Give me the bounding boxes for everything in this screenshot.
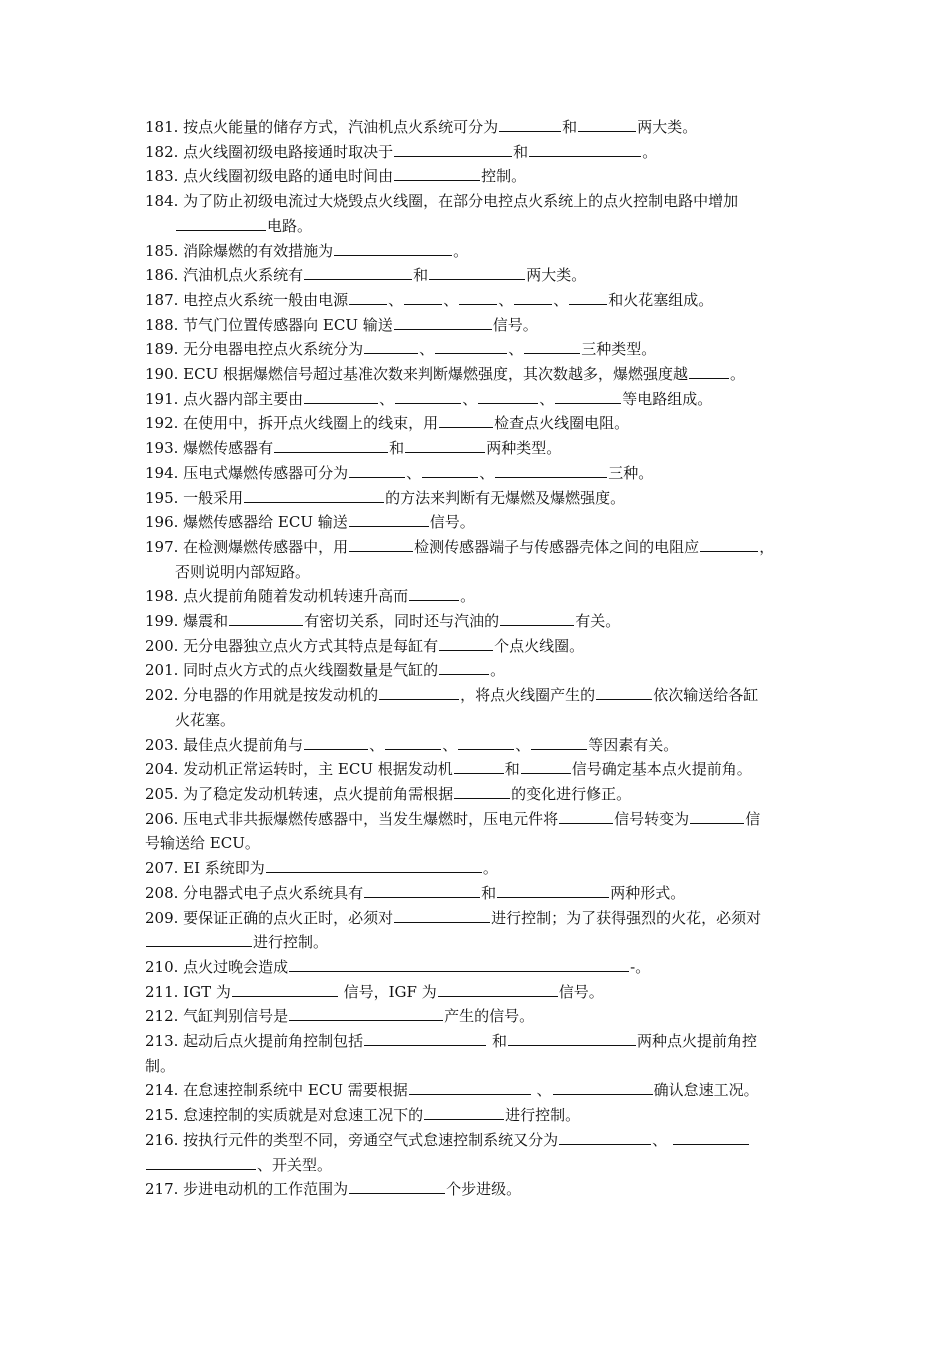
question-text: 个步进级。 xyxy=(446,1180,522,1199)
question-text: 、 xyxy=(379,389,395,408)
question-text: 两种点火提前角控 xyxy=(636,1032,757,1051)
answer-blank[interactable] xyxy=(559,1129,651,1145)
question-q191 xyxy=(145,387,810,412)
answer-blank[interactable] xyxy=(499,116,561,132)
question-text: 201. 同时点火方式的点火线圈数量是气缸的 xyxy=(145,661,439,680)
answer-blank[interactable] xyxy=(478,388,538,404)
question-text: 和 xyxy=(481,883,497,902)
question-line xyxy=(145,316,538,334)
answer-blank[interactable] xyxy=(394,907,490,923)
question-text: 204. 发动机正常运转时，主 ECU 根据发动机 xyxy=(145,760,453,779)
question-line xyxy=(145,1081,759,1099)
question-text: 182. 点火线圈初级电路接通时取决于 xyxy=(145,142,394,161)
question-text: 209. 要保证正确的点火正时，必须对 xyxy=(145,908,394,927)
question-q209 xyxy=(145,906,810,955)
answer-blank[interactable] xyxy=(349,511,429,527)
answer-blank[interactable] xyxy=(569,289,607,305)
question-text: 200. 无分电器独立点火方式其特点是每缸有 xyxy=(145,636,439,655)
answer-blank[interactable] xyxy=(232,981,338,997)
answer-blank[interactable] xyxy=(439,412,493,428)
question-line xyxy=(145,1131,750,1149)
answer-blank[interactable] xyxy=(459,289,497,305)
question-q182 xyxy=(145,140,810,165)
question-text: 信号转变为 xyxy=(614,809,690,828)
question-line xyxy=(145,167,526,185)
answer-blank[interactable] xyxy=(559,808,613,824)
answer-blank[interactable] xyxy=(439,659,489,675)
question-text: 193. 爆燃传感器有 xyxy=(145,439,274,458)
question-line xyxy=(145,143,657,161)
answer-blank[interactable] xyxy=(364,882,480,898)
question-q197 xyxy=(145,535,810,584)
question-q204 xyxy=(145,757,810,782)
question-text: 号输送给 ECU。 xyxy=(145,834,260,853)
question-text: 信号。 xyxy=(558,982,604,1001)
question-q189 xyxy=(145,337,810,362)
answer-blank[interactable] xyxy=(404,289,442,305)
question-text: 、 xyxy=(442,735,458,754)
question-q199 xyxy=(145,609,810,634)
question-q206 xyxy=(145,807,810,856)
question-text: 。 xyxy=(460,587,476,606)
question-line xyxy=(145,365,745,383)
question-line xyxy=(145,884,685,902)
answer-blank[interactable] xyxy=(700,536,758,552)
answer-blank[interactable] xyxy=(531,734,587,750)
question-text: 和 xyxy=(513,142,529,161)
answer-blank[interactable] xyxy=(405,437,485,453)
question-continuation xyxy=(145,214,810,239)
answer-blank[interactable] xyxy=(521,758,571,774)
question-q193 xyxy=(145,436,810,461)
question-q201 xyxy=(145,658,810,683)
question-text: 、 xyxy=(406,463,422,482)
question-text: 203. 最佳点火提前角与 xyxy=(145,735,304,754)
question-line xyxy=(145,291,713,309)
answer-blank[interactable] xyxy=(334,240,452,256)
question-line xyxy=(145,1180,521,1198)
question-q184 xyxy=(145,189,810,238)
question-line xyxy=(145,637,584,655)
question-text: 和 xyxy=(413,266,429,285)
question-text: 208. 分电器式电子点火系统具有 xyxy=(145,883,364,902)
question-line xyxy=(145,242,468,260)
question-line xyxy=(145,736,678,754)
question-text: 依次输送给各缸 xyxy=(653,686,759,705)
answer-blank[interactable] xyxy=(176,215,266,231)
answer-blank[interactable] xyxy=(529,141,641,157)
question-text: 进行控制；为了获得强烈的火花，必须对 xyxy=(491,908,762,927)
question-text: 和 xyxy=(562,118,578,136)
answer-blank[interactable] xyxy=(553,1079,653,1095)
question-q207 xyxy=(145,856,810,881)
answer-blank[interactable] xyxy=(424,1104,504,1120)
answer-blank[interactable] xyxy=(409,1079,531,1095)
question-text: 188. 节气门位置传感器向 ECU 输送 xyxy=(145,315,393,334)
question-q183 xyxy=(145,164,810,189)
answer-blank[interactable] xyxy=(596,684,652,700)
question-q185 xyxy=(145,239,810,264)
answer-blank[interactable] xyxy=(289,1005,443,1021)
question-text: 制。 xyxy=(145,1056,176,1075)
question-text: 的变化进行修正。 xyxy=(511,784,632,803)
question-q200 xyxy=(145,634,810,659)
question-line xyxy=(145,686,758,704)
answer-blank[interactable] xyxy=(394,141,512,157)
answer-blank[interactable] xyxy=(508,1030,636,1046)
question-list xyxy=(145,115,810,1202)
question-text: -。 xyxy=(630,957,651,976)
question-text: 和火花塞组成。 xyxy=(608,290,714,309)
question-text: 、 xyxy=(462,389,478,408)
question-q215 xyxy=(145,1103,810,1128)
question-q195 xyxy=(145,486,810,511)
question-line xyxy=(145,785,631,803)
question-text: 。 xyxy=(453,241,469,260)
question-text: 有密切关系，同时还与汽油的 xyxy=(304,612,500,631)
question-text: 211. IGT 为 xyxy=(145,982,231,1001)
question-text: 181. 按点火能量的储存方式，汽油机点火系统可分为 xyxy=(145,118,499,136)
question-q202 xyxy=(145,683,810,732)
answer-blank[interactable] xyxy=(364,338,418,354)
question-q214 xyxy=(145,1078,810,1103)
question-q181 xyxy=(145,115,810,140)
answer-blank[interactable] xyxy=(439,635,493,651)
question-q210 xyxy=(145,955,810,980)
question-q208 xyxy=(145,881,810,906)
question-text: 216. 按执行元件的类型不同，旁通空气式怠速控制系统又分为 xyxy=(145,1130,559,1149)
question-text: 和 xyxy=(487,1032,507,1051)
question-continuation xyxy=(145,831,810,856)
question-text: 、 xyxy=(515,735,531,754)
question-line xyxy=(145,266,586,284)
question-text: 、 xyxy=(498,290,514,309)
answer-blank[interactable] xyxy=(146,1154,256,1170)
question-line xyxy=(145,983,604,1001)
answer-blank[interactable] xyxy=(379,684,459,700)
answer-blank[interactable] xyxy=(495,462,607,478)
question-text: 189. 无分电器电控点火系统分为 xyxy=(145,340,364,359)
question-line xyxy=(145,414,629,432)
question-line xyxy=(145,118,697,136)
answer-blank[interactable] xyxy=(690,808,744,824)
question-text: 等因素有关。 xyxy=(588,735,679,754)
question-text: 和 xyxy=(504,760,520,779)
answer-blank[interactable] xyxy=(349,1178,445,1194)
question-text: 192. 在使用中，拆开点火线圈上的线束，用 xyxy=(145,414,439,433)
question-q187 xyxy=(145,288,810,313)
question-line xyxy=(145,340,656,358)
question-text: 、 xyxy=(531,1081,552,1100)
answer-blank[interactable] xyxy=(385,734,441,750)
answer-blank[interactable] xyxy=(394,314,492,330)
question-text: 190. ECU 根据爆燃信号超过基准次数来判断爆燃强度，其次数越多，爆燃强度越 xyxy=(145,365,689,384)
answer-blank[interactable] xyxy=(500,610,574,626)
question-text: 、 xyxy=(539,389,555,408)
question-q196 xyxy=(145,510,810,535)
question-text: 和 xyxy=(389,439,405,458)
question-text: 个点火线圈。 xyxy=(494,636,585,655)
question-text: 电路。 xyxy=(267,216,313,235)
question-text: 火花塞。 xyxy=(175,710,236,729)
question-text: 、 xyxy=(553,290,569,309)
question-continuation xyxy=(145,708,810,733)
question-line xyxy=(145,192,738,210)
question-text: 两种类型。 xyxy=(486,439,562,458)
question-q213 xyxy=(145,1029,810,1078)
question-text: 210. 点火过晚会造成 xyxy=(145,957,289,976)
question-line xyxy=(145,390,712,408)
question-line xyxy=(145,958,650,976)
question-text: 控制。 xyxy=(481,167,527,186)
question-line xyxy=(145,439,561,457)
question-text: ，将点火线圈产生的 xyxy=(460,686,596,705)
question-text: 186. 汽油机点火系统有 xyxy=(145,266,304,285)
question-text: 202. 分电器的作用就是按发动机的 xyxy=(145,686,379,705)
answer-blank[interactable] xyxy=(409,585,459,601)
question-text: 215. 怠速控制的实质就是对怠速工况下的 xyxy=(145,1106,424,1125)
answer-blank[interactable] xyxy=(349,462,405,478)
question-text: 三种。 xyxy=(608,463,654,482)
question-text: 213. 起动后点火提前角控制包括 xyxy=(145,1032,364,1051)
question-text: 、 xyxy=(419,340,435,359)
question-q217 xyxy=(145,1177,810,1202)
question-line xyxy=(145,661,505,679)
question-text: 194. 压电式爆燃传感器可分为 xyxy=(145,463,349,482)
question-text: 三种类型。 xyxy=(581,340,657,359)
question-text: 进行控制。 xyxy=(253,933,329,952)
question-text: 207. EI 系统即为 xyxy=(145,859,265,878)
question-text: ， xyxy=(759,537,775,556)
question-text: 信 xyxy=(745,809,761,828)
question-q190 xyxy=(145,362,810,387)
question-text: 184. 为了防止初级电流过大烧毁点火线圈，在部分电控点火系统上的点火控制电路中增加 xyxy=(145,192,739,211)
answer-blank[interactable] xyxy=(304,734,368,750)
question-text: 、 xyxy=(652,1130,672,1149)
answer-blank[interactable] xyxy=(266,857,482,873)
answer-blank[interactable] xyxy=(514,289,552,305)
question-q212 xyxy=(145,1004,810,1029)
question-continuation xyxy=(145,560,810,585)
question-text: 199. 爆震和 xyxy=(145,612,229,631)
answer-blank[interactable] xyxy=(429,264,525,280)
question-line xyxy=(145,859,498,877)
question-text: 等电路组成。 xyxy=(622,389,713,408)
question-text: 、 xyxy=(443,290,459,309)
answer-blank[interactable] xyxy=(497,882,609,898)
answer-blank[interactable] xyxy=(364,1030,486,1046)
question-text: 信号确定基本点火提前角。 xyxy=(571,760,752,779)
answer-blank[interactable] xyxy=(673,1129,749,1145)
question-q192 xyxy=(145,411,810,436)
question-continuation xyxy=(145,930,810,955)
question-text: 183. 点火线圈初级电路的通电时间由 xyxy=(145,167,394,186)
answer-blank[interactable] xyxy=(289,956,629,972)
question-line xyxy=(145,538,774,556)
answer-blank[interactable] xyxy=(689,363,729,379)
question-text: 、开关型。 xyxy=(257,1155,333,1174)
question-text: 、 xyxy=(479,463,495,482)
question-text: 187. 电控点火系统一般由电源 xyxy=(145,290,349,309)
question-text: 否则说明内部短路。 xyxy=(175,562,311,581)
answer-blank[interactable] xyxy=(454,758,504,774)
question-text: 。 xyxy=(730,365,746,384)
question-text: 两大类。 xyxy=(637,118,698,136)
question-line xyxy=(145,464,653,482)
question-text: 191. 点火器内部主要由 xyxy=(145,389,304,408)
answer-blank[interactable] xyxy=(304,264,412,280)
question-text: 。 xyxy=(482,859,498,878)
question-text: 。 xyxy=(490,661,506,680)
question-text: 进行控制。 xyxy=(505,1106,581,1125)
question-line xyxy=(145,489,625,507)
answer-blank[interactable] xyxy=(395,388,461,404)
question-q186 xyxy=(145,263,810,288)
answer-blank[interactable] xyxy=(435,338,507,354)
question-text: 的方法来判断有无爆燃及爆燃强度。 xyxy=(385,488,626,507)
question-continuation xyxy=(145,1054,810,1079)
answer-blank[interactable] xyxy=(349,536,413,552)
question-text: 两种形式。 xyxy=(610,883,686,902)
answer-blank[interactable] xyxy=(555,388,621,404)
answer-blank[interactable] xyxy=(422,462,478,478)
answer-blank[interactable] xyxy=(274,437,388,453)
question-q198 xyxy=(145,584,810,609)
question-line xyxy=(145,909,761,927)
question-text: 206. 压电式非共振爆燃传感器中，当发生爆燃时，压电元件将 xyxy=(145,809,559,828)
question-text: 185. 消除爆燃的有效措施为 xyxy=(145,241,334,260)
question-text: 有关。 xyxy=(575,612,621,631)
question-text: 217. 步进电动机的工作范围为 xyxy=(145,1180,349,1199)
question-text: 214. 在怠速控制系统中 ECU 需要根据 xyxy=(145,1081,408,1100)
answer-blank[interactable] xyxy=(458,734,514,750)
question-text: 两大类。 xyxy=(526,266,587,285)
question-line xyxy=(145,587,475,605)
question-q216 xyxy=(145,1128,810,1177)
question-text: 196. 爆燃传感器给 ECU 输送 xyxy=(145,513,348,532)
question-text: 、 xyxy=(369,735,385,754)
answer-blank[interactable] xyxy=(524,338,580,354)
question-text: 212. 气缸判别信号是 xyxy=(145,1007,289,1026)
answer-blank[interactable] xyxy=(229,610,303,626)
question-line xyxy=(145,612,620,630)
question-q205 xyxy=(145,782,810,807)
question-text: 信号。 xyxy=(492,315,538,334)
answer-blank[interactable] xyxy=(349,289,387,305)
question-text: 、 xyxy=(388,290,404,309)
question-text: 。 xyxy=(642,142,658,161)
question-text: 信号。 xyxy=(429,513,475,532)
question-line xyxy=(145,1007,534,1025)
question-line xyxy=(145,1032,757,1050)
question-q211 xyxy=(145,980,810,1005)
question-line xyxy=(145,513,475,531)
question-text: 195. 一般采用 xyxy=(145,488,244,507)
question-text: 、 xyxy=(508,340,524,359)
question-text: 198. 点火提前角随着发动机转速升高而 xyxy=(145,587,409,606)
question-q203 xyxy=(145,733,810,758)
question-q188 xyxy=(145,313,810,338)
question-line xyxy=(145,760,752,778)
answer-blank[interactable] xyxy=(146,931,252,947)
answer-blank[interactable] xyxy=(394,165,480,181)
question-q194 xyxy=(145,461,810,486)
question-text: 信号，IGF 为 xyxy=(338,982,437,1001)
question-text: 确认怠速工况。 xyxy=(653,1081,759,1100)
question-text: 197. 在检测爆燃传感器中，用 xyxy=(145,537,349,556)
question-text: 检查点火线圈电阻。 xyxy=(494,414,630,433)
question-line xyxy=(145,810,760,828)
answer-blank[interactable] xyxy=(454,783,510,799)
question-line xyxy=(145,1106,580,1124)
question-continuation xyxy=(145,1153,810,1178)
answer-blank[interactable] xyxy=(438,981,558,997)
answer-blank[interactable] xyxy=(304,388,378,404)
question-text: 205. 为了稳定发动机转速，点火提前角需根据 xyxy=(145,784,454,803)
answer-blank[interactable] xyxy=(244,487,384,503)
question-text: 检测传感器端子与传感器壳体之间的电阻应 xyxy=(414,537,700,556)
answer-blank[interactable] xyxy=(578,116,636,132)
question-text: 产生的信号。 xyxy=(444,1007,535,1026)
